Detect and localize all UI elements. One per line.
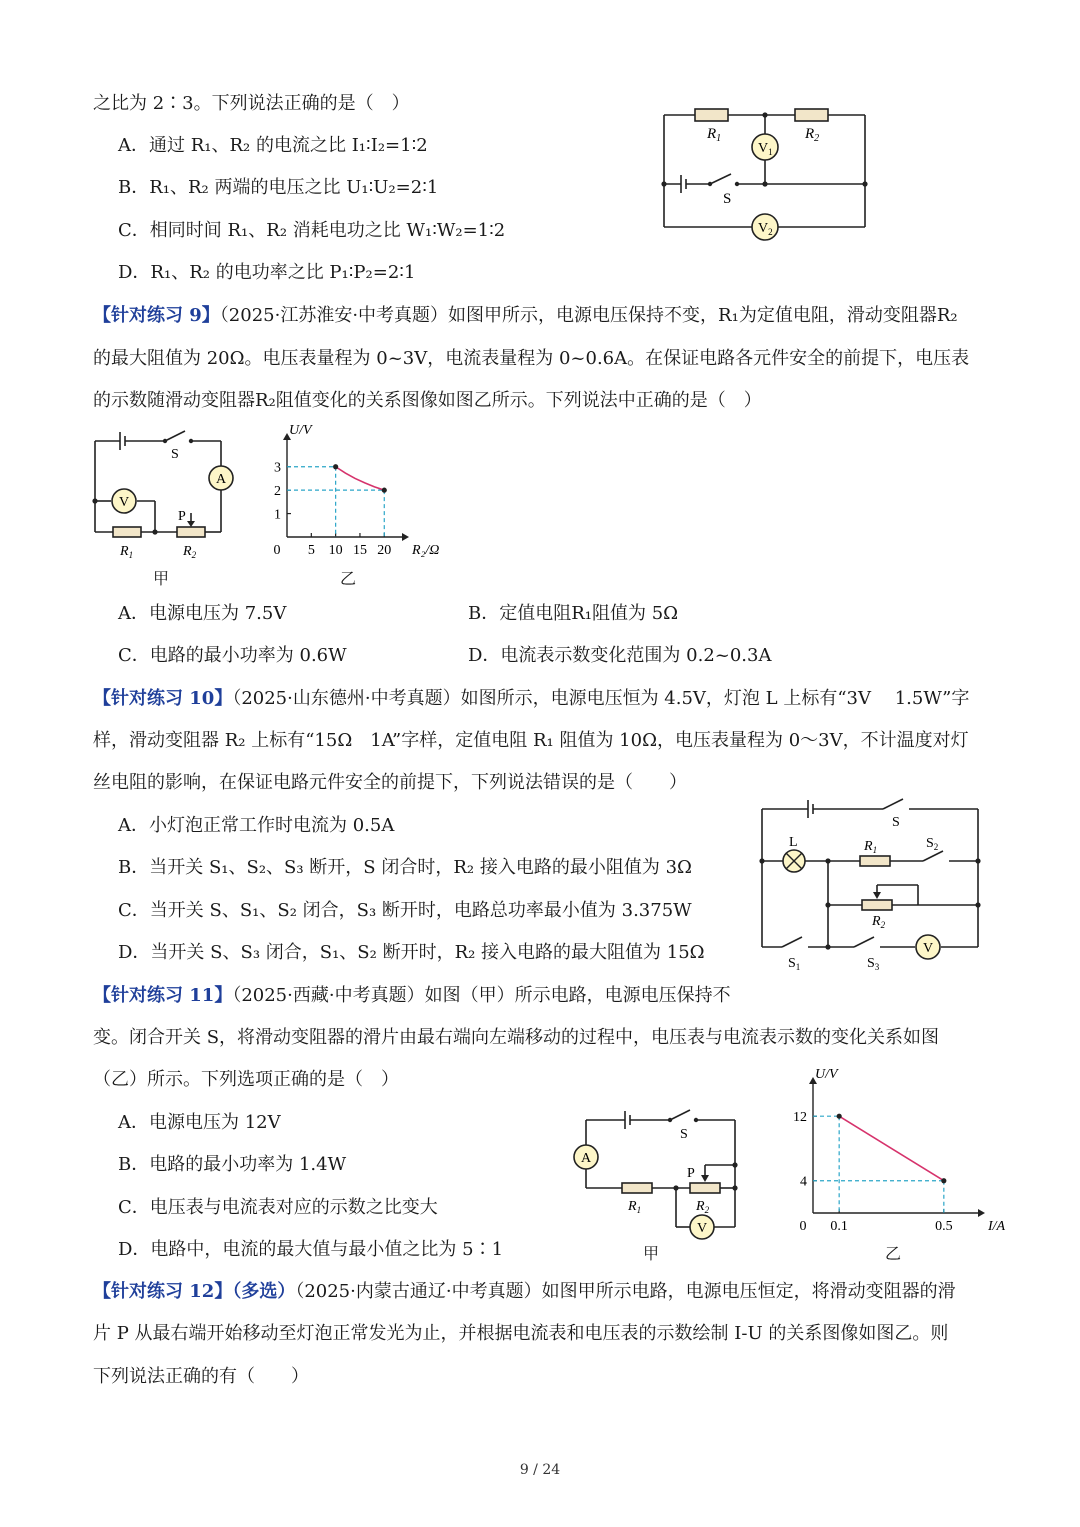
q10-tag: 【针对练习 10】 bbox=[93, 688, 233, 709]
q10-circuit-diagram bbox=[750, 795, 990, 975]
q10-s-label: S bbox=[892, 815, 900, 830]
q11-graph-x-arrow bbox=[978, 1209, 985, 1217]
q9-graph-x-tick-label: 0 bbox=[273, 543, 281, 558]
q11-graph-series-line bbox=[839, 1116, 944, 1181]
q10-option-a: A．小灯泡正常工作时电流为 0.5A bbox=[118, 815, 395, 836]
q8-v2-label: $V_2$ bbox=[758, 221, 773, 237]
q9-stem-line1: 【针对练习 9】（2025·江苏淮安·中考真题）如图甲所示，电源电压保持不变，R₁为定值电阻，滑动变阻器R₂ bbox=[93, 305, 958, 326]
q11-circuit-jia bbox=[570, 1105, 750, 1245]
q9-graph-series-line bbox=[336, 467, 385, 490]
q8-v1-label: $V_1$ bbox=[758, 141, 773, 157]
q8-option-b: B．R₁、R₂ 两端的电压之比 U₁∶U₂=2∶1 bbox=[118, 177, 439, 198]
q9-graph-y-tick-label: 1 bbox=[274, 507, 281, 523]
q9-switch-label: S bbox=[171, 447, 179, 462]
q8-r1-label: $R_1$ bbox=[707, 126, 722, 144]
q10-stem-line1: 【针对练习 10】（2025·山东德州·中考真题）如图所示，电源电压恒为 4.5V，灯泡 L 上标有“3V 1.5W”字 bbox=[93, 688, 970, 709]
q11-voltmeter-label: V bbox=[697, 1221, 708, 1236]
q10-lamp-label: L bbox=[789, 835, 798, 850]
q11-tag: 【针对练习 11】 bbox=[93, 985, 233, 1006]
q11-caption-jia: 甲 bbox=[643, 1244, 660, 1263]
q9-graph-x-tick-label: 10 bbox=[328, 543, 343, 558]
q9-r1-label: $R_1$ bbox=[120, 544, 134, 560]
q10-option-b: B．当开关 S₁、S₂、S₃ 断开，S 闭合时，R₂ 接入电路的最小阻值为 3Ω bbox=[118, 857, 692, 878]
q8-circuit-diagram bbox=[655, 100, 875, 245]
q11-graph-x-tick-label: 0.5 bbox=[935, 1219, 953, 1234]
q10-stem-line2: 样，滑动变阻器 R₂ 上标有“15Ω 1A”字样，定值电阻 R₁ 阻值为 10Ω，电压表量程为 0～3V，不计温度对灯 bbox=[93, 730, 969, 751]
q11-graph-data-point bbox=[941, 1178, 946, 1183]
q8-s-label: S bbox=[723, 191, 732, 207]
q11-r2-label: $R_2$ bbox=[696, 1199, 710, 1215]
q8-option-c: C．相同时间 R₁、R₂ 消耗电功之比 W₁∶W₂=1∶2 bbox=[118, 220, 506, 241]
q10-s2-label: $S_2$ bbox=[926, 836, 939, 852]
q12-tag: 【针对练习 12】（多选） bbox=[93, 1281, 296, 1302]
q10-r2-label: $R_2$ bbox=[872, 914, 886, 930]
q11-option-c: C．电压表与电流表对应的示数之比变大 bbox=[118, 1197, 438, 1218]
q9-stem-line2: 的最大阻值为 20Ω。电压表量程为 0~3V，电流表量程为 0~0.6A。在保证电路各元件安全的前提下，电压表 bbox=[93, 348, 970, 369]
q11-graph-data-point bbox=[837, 1114, 842, 1119]
q9-r2-label: $R_2$ bbox=[183, 544, 197, 560]
q12-stem-line2: 片 P 从最右端开始移动至灯泡正常发光为止，并根据电流表和电压表的示数绘制 I-U 的关系图像如图乙。则 bbox=[93, 1323, 949, 1344]
q10-stem-line3: 丝电阻的影响，在保证电路元件安全的前提下，下列说法错误的是（ ） bbox=[93, 772, 687, 793]
q11-graph-x-tick-label: 0.1 bbox=[830, 1219, 848, 1234]
q9-graph-y-axis-label: U/V bbox=[289, 423, 312, 438]
q9-voltmeter-label: V bbox=[119, 495, 130, 510]
q9-stem-line3: 的示数随滑动变阻器R₂阻值变化的关系图像如图乙所示。下列说法中正确的是（ ） bbox=[93, 390, 762, 411]
q11-graph-x-tick-label: 0 bbox=[799, 1219, 807, 1234]
q9-circuit-jia bbox=[85, 425, 245, 565]
q8-option-d: D．R₁、R₂ 的电功率之比 P₁∶P₂=2∶1 bbox=[118, 262, 416, 283]
q10-option-d: D．当开关 S、S₃ 闭合，S₁、S₂ 断开时，R₂ 接入电路的最大阻值为 15Ω bbox=[118, 942, 705, 963]
q9-option-a: A．电源电压为 7.5V bbox=[118, 603, 287, 624]
q8-r2-label: $R_2$ bbox=[805, 126, 820, 144]
q11-switch-label: S bbox=[680, 1127, 688, 1142]
page-number: 9 / 24 bbox=[519, 1462, 561, 1478]
q9-graph-y-tick-label: 3 bbox=[274, 460, 281, 476]
q9-graph-x-tick-label: 5 bbox=[307, 543, 315, 558]
q11-ammeter-label: A bbox=[581, 1151, 592, 1166]
q9-graph-yi bbox=[262, 425, 452, 565]
q11-option-a: A．电源电压为 12V bbox=[118, 1112, 281, 1133]
q9-option-d: D．电流表示数变化范围为 0.2~0.3A bbox=[468, 645, 772, 666]
q9-option-c: C．电路的最小功率为 0.6W bbox=[118, 645, 347, 666]
q9-slider-label: P bbox=[178, 509, 186, 524]
q11-option-d: D．电路中，电流的最大值与最小值之比为 5∶1 bbox=[118, 1239, 504, 1260]
q11-stem-line2: 变。闭合开关 S，将滑动变阻器的滑片由最右端向左端移动的过程中，电压表与电流表示数的变化关系如图 bbox=[93, 1027, 940, 1048]
q12-stem-line1: 【针对练习 12】（多选）（2025·内蒙古通辽·中考真题）如图甲所示电路，电源电压恒定，将滑动变阻器的滑 bbox=[93, 1281, 956, 1302]
q11-caption-yi: 乙 bbox=[885, 1244, 902, 1263]
q9-ammeter-label: A bbox=[216, 472, 227, 487]
q10-r1-label: $R_1$ bbox=[864, 839, 878, 855]
q11-graph-y-tick-label: 12 bbox=[793, 1110, 807, 1126]
q12-stem-line3: 下列说法正确的有（ ） bbox=[93, 1366, 309, 1387]
q11-stem-line1: 【针对练习 11】（2025·西藏·中考真题）如图（甲）所示电路，电源电压保持不 bbox=[93, 985, 731, 1006]
q9-caption-jia: 甲 bbox=[153, 569, 170, 588]
q9-graph-x-tick-label: 15 bbox=[352, 543, 367, 558]
q10-s3-label: $S_3$ bbox=[867, 956, 880, 972]
q11-option-b: B．电路的最小功率为 1.4W bbox=[118, 1154, 347, 1175]
q9-graph-x-tick-label: 20 bbox=[377, 543, 392, 558]
q11-graph-y-axis-label: U/V bbox=[815, 1067, 838, 1082]
q11-stem-line3: （乙）所示。下列选项正确的是（ ） bbox=[93, 1069, 399, 1090]
q10-s1-label: $S_1$ bbox=[788, 956, 801, 972]
q9-graph-x-axis-label: R₂/Ω bbox=[412, 543, 440, 558]
q8-stem-tail: 之比为 2∶3。下列说法正确的是（ ） bbox=[93, 93, 410, 114]
q10-option-c: C．当开关 S、S₁、S₂ 闭合，S₃ 断开时，电路总功率最小值为 3.375W bbox=[118, 900, 692, 921]
q10-voltmeter-label: V bbox=[923, 941, 934, 956]
q9-graph-data-point bbox=[333, 464, 338, 469]
q11-graph-y-tick-label: 4 bbox=[800, 1174, 807, 1190]
q9-graph-data-point bbox=[382, 488, 387, 493]
q9-option-b: B．定值电阻R₁阻值为 5Ω bbox=[468, 603, 679, 624]
q9-caption-yi: 乙 bbox=[340, 569, 357, 588]
q9-graph-x-arrow bbox=[402, 533, 409, 541]
q11-slider-label: P bbox=[687, 1166, 695, 1181]
q9-tag: 【针对练习 9】 bbox=[93, 305, 220, 326]
q11-graph-x-axis-label: I/A bbox=[988, 1219, 1006, 1234]
q11-graph-yi bbox=[785, 1065, 1006, 1240]
q8-option-a: A．通过 R₁、R₂ 的电流之比 I₁∶I₂=1∶2 bbox=[118, 135, 428, 156]
q9-graph-y-tick-label: 2 bbox=[274, 484, 281, 500]
q11-r1-label: $R_1$ bbox=[628, 1199, 642, 1215]
